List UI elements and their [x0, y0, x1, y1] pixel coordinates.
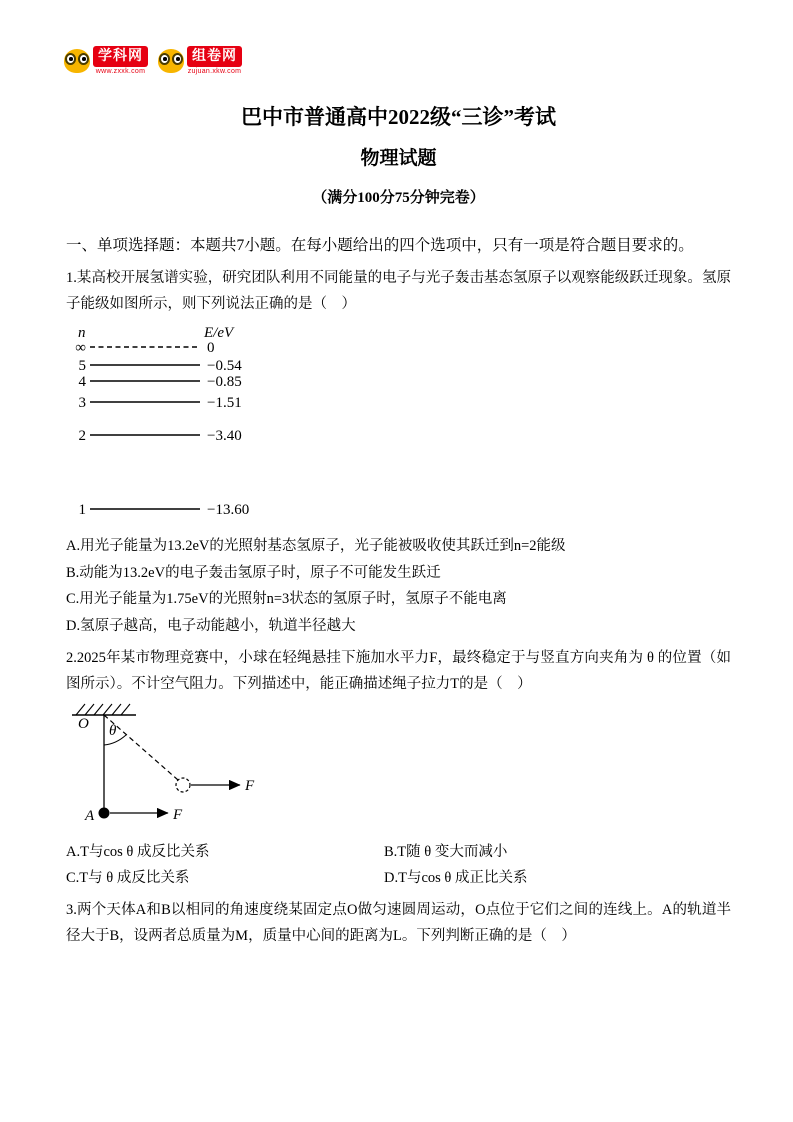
- level-energy-label: −1.51: [207, 395, 242, 411]
- site-logos: [64, 46, 731, 90]
- owl-mascot-icon: [158, 49, 184, 73]
- q1-option-c: C.用光子能量为1.75eV的光照射n=3状态的氢原子时，氢原子不能电离: [66, 591, 507, 607]
- level-n-label: 3: [78, 395, 86, 411]
- q1-option-a: A.用光子能量为13.2eV的光照射基态氢原子，光子能被吸收使其跃迁到n=2能级: [66, 538, 566, 554]
- xuekewang-url: www.zxxk.com: [95, 67, 146, 75]
- zujuanwang-wordmark: 组卷网: [187, 46, 242, 67]
- hydrogen-energy-level-diagram: [74, 323, 284, 525]
- question-2-stem: 2.2025年某市物理竞赛中，小球在轻绳悬挂下施加水平力F，最终稳定于与竖直方向夹角为 θ 的位置（如图所示）。不计空气阻力。下列描述中，能正确描述绳子拉力T的是（ ）: [66, 650, 731, 692]
- question-1-stem: 1.某高校开展氢谱实验，研究团队利用不同能量的电子与光子轰击基态氢原子以观察能级跃迁现象。氢原子能级如图所示，则下列说法正确的是（ ）: [66, 270, 731, 312]
- q2-option-d: D.T与cos θ 成正比关系: [384, 870, 528, 886]
- owl-mascot-icon: [64, 49, 90, 73]
- axis-label-n: n: [78, 325, 86, 341]
- owl-eye-icon: [78, 53, 89, 65]
- rope-dashed-line: [104, 715, 178, 780]
- exam-subject-title: 物理试题: [360, 148, 437, 169]
- ceiling-hatch: [72, 704, 136, 715]
- level-energy-label: −13.60: [207, 502, 250, 518]
- q1-option-b: B.动能为13.2eV的电子轰击氢原子时，原子不可能发生跃迁: [66, 564, 441, 581]
- owl-eye-icon: [159, 53, 170, 65]
- xuekewang-logo: [64, 46, 148, 76]
- level-n-label: 5: [78, 358, 86, 374]
- level-n-label: 1: [78, 502, 86, 518]
- q1-option-d: D.氢原子越高，电子动能越小，轨道半径越大: [66, 617, 356, 634]
- owl-eye-icon: [65, 53, 76, 65]
- label-theta: θ: [109, 723, 117, 739]
- zujuanwang-wordmark-block: [187, 46, 242, 76]
- level-n-label: 4: [78, 374, 86, 390]
- level-energy-label: −0.85: [207, 374, 242, 390]
- xuekewang-wordmark-block: [93, 46, 148, 76]
- level-n-label: ∞: [75, 340, 86, 356]
- exam-score-note: （满分100分75分钟完卷）: [312, 190, 485, 206]
- q2-option-b: B.T随 θ 变大而减小: [384, 844, 508, 860]
- section-1-heading: 一、单项选择题：本题共7小题。在每小题给出的四个选项中，只有一项是符合题目要求的。: [66, 237, 694, 254]
- q2-option-c: C.T与 θ 成反比关系: [66, 870, 190, 886]
- label-F-upper: F: [245, 778, 255, 794]
- label-A: A: [85, 808, 95, 824]
- zujuanwang-url: zujuan.xkw.com: [187, 67, 242, 75]
- xuekewang-wordmark: 学科网: [93, 46, 148, 67]
- q2-options-grid: [66, 839, 731, 891]
- zujuanwang-logo: [158, 46, 242, 76]
- pendulum-force-diagram: [68, 699, 328, 835]
- level-energy-label: 0: [207, 340, 215, 356]
- q2-option-a: A.T与cos θ 成反比关系: [66, 844, 210, 860]
- ball-at-A: [99, 808, 110, 819]
- axis-label-E-eV: E/eV: [204, 325, 234, 341]
- level-energy-label: −0.54: [207, 358, 242, 374]
- label-F-lower: F: [173, 807, 183, 823]
- label-pivot-O: O: [78, 716, 89, 732]
- owl-eye-icon: [172, 53, 183, 65]
- level-energy-label: −3.40: [207, 428, 242, 444]
- exam-title: 巴中市普通高中2022级“三诊”考试: [241, 105, 556, 129]
- ball-ghost-circle: [176, 778, 190, 792]
- question-3-stem: 3.两个天体A和B以相同的角速度绕某固定点O做匀速圆周运动，O点位于它们之间的连线上。A的轨道半径大于B，设两者总质量为M，质量中心间的距离为L。下列判断正确的是（ ）: [66, 902, 731, 944]
- level-n-label: 2: [78, 428, 86, 444]
